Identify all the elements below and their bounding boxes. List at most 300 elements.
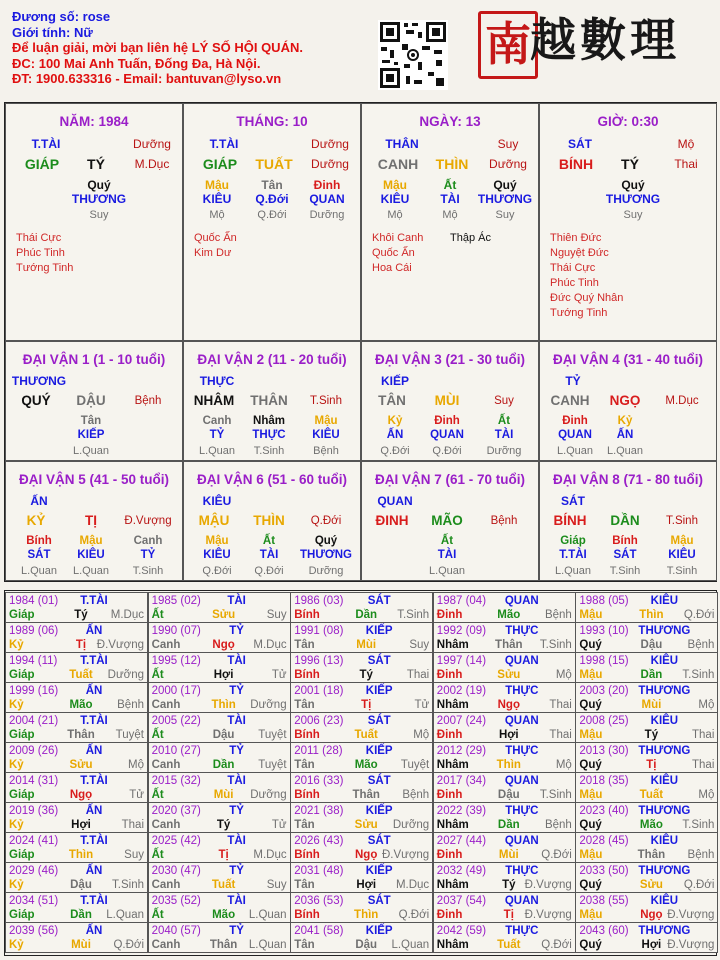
annual-cell: [433, 892, 576, 923]
annual-ten-god: KIÊU: [650, 595, 679, 607]
annual-ten-god: TÀI: [227, 595, 246, 607]
annual-stem: Tân: [294, 759, 315, 771]
annual-ten-god: KIẾP: [365, 805, 393, 817]
annual-stage: T.Sinh: [539, 639, 572, 651]
pillar-heavenly-stem: BÍNH: [558, 156, 594, 172]
luck-hidden-qual: Q.Đới: [202, 565, 232, 577]
pillars-and-luck-grid: [4, 102, 717, 582]
annual-cell: [433, 832, 576, 863]
annual-cell: [290, 832, 433, 863]
pillar-stage: Dưỡng: [311, 137, 349, 151]
hidden-stem: Quý: [493, 178, 517, 192]
annual-branch: Tị: [503, 909, 514, 921]
annual-stage: Suy: [266, 879, 287, 891]
annual-stage: M.Dục: [395, 879, 430, 891]
pillar-stem-god: T.TÀI: [209, 137, 239, 151]
annual-cell: [5, 592, 148, 623]
annual-branch: Tị: [218, 849, 229, 861]
annual-year: 1991 (08): [294, 625, 344, 637]
annual-cell: [575, 622, 718, 653]
annual-ten-god: KIÊU: [650, 895, 679, 907]
annual-branch: Mão: [212, 909, 236, 921]
annual-stage: Dưỡng: [250, 789, 287, 801]
luck-hidden-qual: Bệnh: [313, 445, 339, 457]
annual-stem: Bính: [294, 909, 320, 921]
owner-name: Đương số: rose: [12, 9, 111, 24]
annual-stage: Thai: [549, 729, 572, 741]
annual-year: 2019 (36): [9, 805, 59, 817]
annual-ten-god: KIẾP: [365, 925, 393, 937]
annual-branch: Tị: [75, 639, 87, 651]
hidden-stage: Mộ: [442, 209, 458, 221]
contact-invite: Để luận giải, mời bạn liên hệ LÝ SỐ HỘI QUÁN.: [12, 40, 303, 55]
luck-hidden-stem: Đinh: [434, 415, 460, 427]
hidden-ten-god: QUAN: [309, 192, 345, 206]
luck-hidden-stem: Bính: [612, 535, 638, 547]
annual-stage: Tử: [129, 789, 144, 801]
annual-ten-god: KIẾP: [365, 865, 393, 877]
annual-branch: Mùi: [498, 849, 519, 861]
annual-stage: L.Quan: [106, 909, 144, 921]
annual-ten-god: TỶ: [229, 745, 244, 757]
annual-year: 2013 (30): [579, 745, 629, 757]
annual-ten-god: SÁT: [367, 835, 391, 847]
annual-stage: Bệnh: [544, 819, 572, 831]
luck-stem: ĐINH: [375, 513, 409, 528]
hidden-stage: Suy: [495, 209, 515, 221]
luck-hidden-god: TÀI: [259, 549, 279, 561]
hidden-stem: Ất: [443, 178, 457, 192]
annual-stem: Nhâm: [436, 639, 469, 651]
annual-stem: Kỷ: [9, 759, 24, 771]
annual-ten-god: TỶ: [229, 625, 244, 637]
annual-cell: [575, 712, 718, 743]
annual-cell: [575, 802, 718, 833]
annual-stem: Nhâm: [436, 819, 469, 831]
star-label: Thiên Đức: [550, 232, 602, 244]
annual-cell: [5, 652, 148, 683]
annual-cell: [290, 652, 433, 683]
luck-hidden-stem: Ất: [262, 535, 276, 547]
luck-hidden-qual: T.Sinh: [132, 565, 164, 577]
annual-branch: Sửu: [497, 669, 521, 681]
annual-stage: T.Sinh: [539, 789, 572, 801]
annual-branch: Sửu: [639, 879, 663, 891]
annual-ten-god: TÀI: [227, 775, 246, 787]
annual-cell: [433, 592, 576, 623]
luck-hidden-qual: Dưỡng: [486, 445, 522, 457]
luck-stage: Đ.Vượng: [124, 515, 172, 527]
luck-panel: [539, 341, 717, 461]
annual-stage: M.Dục: [253, 639, 287, 651]
annual-branch: Dậu: [70, 879, 92, 891]
annual-branch: Sửu: [212, 609, 236, 621]
annual-stage: Mộ: [698, 699, 715, 711]
pillar-stage: Mộ: [677, 137, 695, 151]
luck-ten-god: ẤN: [30, 494, 48, 508]
hidden-stage: Dưỡng: [309, 209, 345, 221]
luck-panel: [5, 461, 183, 581]
luck-hidden-stem: Mậu: [314, 415, 338, 427]
annual-stem: Kỷ: [9, 699, 24, 711]
luck-title: ĐẠI VẬN 4 (31 - 40 tuổi): [552, 352, 704, 367]
annual-year: 2020 (37): [151, 805, 201, 817]
annual-branch: Ngọ: [69, 789, 93, 801]
annual-stage: Tử: [271, 669, 287, 681]
annual-stage: Tuyệt: [115, 729, 144, 741]
star-label: Quốc Ấn: [194, 232, 237, 244]
luck-panel: [183, 461, 361, 581]
annual-stem: Quý: [579, 699, 602, 711]
luck-panel: [361, 341, 539, 461]
annual-stage: Bệnh: [117, 699, 144, 711]
annual-branch: Mùi: [213, 789, 234, 801]
annual-cell: [148, 652, 291, 683]
annual-year: 2021 (38): [294, 805, 344, 817]
pillar-shensha: Thai: [674, 157, 698, 171]
luck-ten-god: SÁT: [561, 494, 585, 508]
luck-hidden-god: TỶ: [140, 549, 156, 561]
annual-stage: Q.Đới: [541, 939, 572, 951]
annual-ten-god: QUAN: [504, 835, 539, 847]
annual-stage: Bệnh: [402, 789, 430, 801]
annual-year: 1984 (01): [9, 595, 59, 607]
hidden-stage: Suy: [623, 209, 643, 221]
annual-year: 2038 (55): [579, 895, 629, 907]
annual-stage: L.Quan: [248, 909, 287, 921]
pillar-stem-god: THÂN: [385, 137, 419, 151]
annual-branch: Mùi: [641, 699, 662, 711]
luck-stage: Bệnh: [490, 515, 518, 527]
pillar-panel: [539, 103, 717, 341]
annual-branch: Ngọ: [497, 699, 520, 711]
annual-stage: Thai: [549, 699, 572, 711]
luck-hidden-god: TÀI: [437, 549, 457, 561]
luck-hidden-stem: Mậu: [205, 535, 229, 547]
hidden-ten-god: Q.Đới: [255, 192, 289, 206]
annual-stem: Bính: [294, 729, 320, 741]
luck-hidden-god: KIẾP: [77, 429, 105, 441]
annual-stem: Canh: [151, 819, 181, 831]
luck-hidden-god: QUAN: [558, 429, 592, 441]
annual-branch: Hợi: [498, 729, 519, 741]
annual-ten-god: QUAN: [504, 895, 539, 907]
luck-hidden-god: KIÊU: [77, 549, 105, 561]
annual-ten-god: KIÊU: [650, 835, 679, 847]
annual-stem: Canh: [151, 939, 181, 951]
annual-stem: Đinh: [436, 669, 463, 681]
luck-stem: MẬU: [198, 513, 230, 528]
annual-branch: Sửu: [69, 759, 93, 771]
pillar-title: NGÀY: 13: [419, 114, 481, 129]
annual-stage: Đ.Vượng: [524, 909, 572, 921]
luck-hidden-stem: Canh: [133, 535, 163, 547]
annual-stage: T.Sinh: [397, 609, 430, 621]
annual-year: 1992 (09): [436, 625, 487, 637]
annual-ten-god: THƯƠNG: [638, 865, 691, 877]
luck-ten-god: KIÊU: [202, 494, 232, 508]
annual-stage: Đ.Vượng: [524, 879, 572, 891]
annual-ten-god: SÁT: [367, 895, 391, 907]
star-label: Hoa Cái: [372, 262, 412, 274]
annual-cell: [290, 682, 433, 713]
luck-hidden-qual: T.Sinh: [609, 565, 641, 577]
annual-stage: Bệnh: [544, 609, 572, 621]
luck-stem: NHÂM: [193, 393, 235, 408]
annual-year: 2034 (51): [9, 895, 59, 907]
annual-stem: Mậu: [579, 669, 603, 681]
luck-stage: M.Dục: [665, 395, 699, 407]
annual-branch: Mão: [354, 759, 378, 771]
annual-branch: Dậu: [212, 729, 235, 741]
annual-ten-god: TỶ: [229, 685, 244, 697]
annual-ten-god: T.TÀI: [80, 775, 108, 787]
annual-stem: Tân: [294, 819, 315, 831]
annual-cell: [5, 892, 148, 923]
annual-stem: Tân: [294, 639, 315, 651]
luck-title: ĐẠI VẬN 8 (71 - 80 tuổi): [552, 472, 704, 487]
annual-ten-god: THỰC: [505, 745, 539, 757]
annual-stem: Canh: [151, 699, 181, 711]
annual-stage: Đ.Vượng: [96, 639, 144, 651]
luck-hidden-god: QUAN: [430, 429, 464, 441]
luck-stem: QUÝ: [21, 393, 51, 408]
luck-hidden-qual: Q.Đới: [254, 565, 284, 577]
annual-stem: Ất: [151, 849, 164, 861]
annual-branch: Thân: [352, 789, 380, 801]
luck-hidden-stem: Ất: [440, 535, 454, 547]
luck-title: ĐẠI VẬN 3 (21 - 30 tuổi): [374, 352, 526, 367]
annual-stage: Suy: [266, 609, 287, 621]
annual-stem: Canh: [151, 879, 181, 891]
annual-year: 2023 (40): [579, 805, 629, 817]
luck-branch: THÌN: [253, 513, 285, 528]
hidden-ten-god: THƯƠNG: [605, 192, 661, 206]
contact-phone-email: ĐT: 1900.633316 - Email: bantuvan@lyso.vn: [12, 71, 282, 86]
annual-branch: Dần: [355, 609, 378, 621]
annual-ten-god: THƯƠNG: [638, 685, 691, 697]
annual-stage: Dưỡng: [392, 819, 430, 831]
hidden-stem: Mậu: [205, 178, 229, 192]
profile-header: [12, 9, 372, 87]
annual-stem: Nhâm: [436, 759, 469, 771]
annual-cell: [290, 712, 433, 743]
annual-ten-god: SÁT: [367, 715, 391, 727]
annual-stage: M.Dục: [110, 609, 144, 621]
annual-cell: [5, 712, 148, 743]
annual-stage: M.Dục: [253, 849, 287, 861]
annual-ten-god: T.TÀI: [80, 655, 108, 667]
annual-cell: [5, 772, 148, 803]
annual-year: 2007 (24): [436, 715, 487, 727]
annual-branch: Hợi: [71, 819, 91, 831]
pillar-title: GIỜ: 0:30: [597, 114, 659, 129]
annual-year: 1994 (11): [9, 655, 58, 667]
annual-ten-god: QUAN: [504, 595, 539, 607]
annual-stage: Thai: [692, 729, 715, 741]
pillar-panel: [361, 103, 539, 341]
annual-year: 2011 (28): [294, 745, 343, 757]
annual-year: 2018 (35): [579, 775, 629, 787]
annual-ten-god: ẤN: [85, 625, 103, 637]
annual-stage: L.Quan: [248, 939, 287, 951]
annual-cell: [290, 892, 433, 923]
hidden-stage: Mộ: [209, 209, 225, 221]
annual-branch: Sửu: [354, 819, 378, 831]
annual-stage: Đ.Vượng: [667, 939, 715, 951]
annual-year: 2000 (17): [151, 685, 201, 697]
annual-luck-table: [4, 590, 717, 956]
luck-hidden-stem: Mậu: [79, 535, 103, 547]
annual-ten-god: T.TÀI: [80, 595, 108, 607]
annual-stem: Đinh: [436, 789, 463, 801]
luck-hidden-qual: L.Quan: [72, 445, 110, 457]
annual-year: 2042 (59): [436, 925, 487, 937]
luck-hidden-qual: L.Quan: [606, 445, 644, 457]
luck-panel: [183, 341, 361, 461]
annual-branch: Dần: [70, 909, 92, 921]
annual-branch: Mão: [69, 699, 93, 711]
hidden-stem: Mậu: [383, 178, 407, 192]
luck-hidden-stem: Mậu: [670, 535, 694, 547]
annual-year: 1996 (13): [294, 655, 344, 667]
annual-ten-god: KIÊU: [650, 655, 679, 667]
annual-year: 1989 (06): [9, 625, 59, 637]
annual-stem: Tân: [294, 879, 315, 891]
annual-stem: Đinh: [436, 609, 463, 621]
luck-title: ĐẠI VẬN 6 (51 - 60 tuổi): [196, 472, 348, 487]
annual-stem: Nhâm: [436, 699, 469, 711]
annual-branch: Thân: [67, 729, 95, 741]
hidden-ten-god: KIÊU: [202, 192, 232, 206]
annual-year: 2035 (52): [151, 895, 201, 907]
star-label: Tướng Tinh: [550, 307, 608, 319]
annual-year: 2022 (39): [436, 805, 487, 817]
annual-branch: Dần: [212, 759, 235, 771]
luck-stem: KỶ: [26, 513, 46, 528]
luck-stage: Q.Đới: [310, 515, 342, 527]
annual-stage: T.Sinh: [682, 669, 715, 681]
luck-hidden-qual: L.Quan: [428, 565, 466, 577]
annual-stem: Ất: [151, 789, 164, 801]
annual-cell: [5, 922, 148, 953]
annual-stage: Tuyệt: [258, 729, 287, 741]
pillar-earthly-branch: TUẤT: [255, 156, 293, 172]
annual-cell: [5, 862, 148, 893]
annual-ten-god: THƯƠNG: [638, 745, 691, 757]
annual-ten-god: THỰC: [505, 685, 539, 697]
annual-stem: Ất: [151, 909, 164, 921]
annual-cell: [575, 922, 718, 953]
annual-stem: Nhâm: [436, 879, 469, 891]
annual-stage: L.Quan: [391, 939, 430, 951]
annual-branch: Ngọ: [355, 849, 378, 861]
annual-stage: Tử: [414, 699, 430, 711]
gender: Giới tính: Nữ: [12, 24, 93, 40]
annual-stem: Bính: [294, 669, 320, 681]
pillar-earthly-branch: THÌN: [435, 156, 469, 172]
luck-hidden-god: KIÊU: [312, 429, 340, 441]
annual-stem: Mậu: [579, 909, 603, 921]
annual-ten-god: THỰC: [505, 805, 539, 817]
annual-year: 2031 (48): [294, 865, 344, 877]
annual-stem: Ất: [151, 609, 164, 621]
annual-cell: [575, 772, 718, 803]
hidden-ten-god: TÀI: [440, 192, 460, 206]
luck-branch: TỊ: [85, 513, 97, 528]
annual-branch: Tuất: [354, 729, 378, 741]
annual-stem: Mậu: [579, 729, 603, 741]
annual-year: 1998 (15): [579, 655, 629, 667]
pillar-earthly-branch: TÝ: [621, 156, 639, 172]
annual-branch: Mão: [639, 819, 663, 831]
annual-branch: Thìn: [496, 759, 521, 771]
luck-hidden-god: SÁT: [613, 549, 637, 561]
luck-hidden-stem: Bính: [26, 535, 52, 547]
hidden-stage: Mộ: [387, 209, 403, 221]
annual-stage: Bệnh: [687, 849, 715, 861]
annual-stem: Quý: [579, 879, 602, 891]
annual-branch: Tý: [74, 609, 88, 621]
annual-stem: Mậu: [579, 609, 603, 621]
annual-cell: [433, 652, 576, 683]
pillar-panel: [183, 103, 361, 341]
annual-cell: [5, 682, 148, 713]
annual-branch: Ngọ: [212, 639, 235, 651]
annual-stem: Mậu: [579, 849, 603, 861]
annual-cell: [148, 742, 291, 773]
annual-branch: Hợi: [356, 879, 377, 891]
luck-stage: T.Sinh: [666, 515, 698, 527]
pillar-shensha: Dưỡng: [311, 157, 349, 171]
annual-ten-god: THƯƠNG: [638, 805, 691, 817]
star-label: Tướng Tinh: [16, 262, 74, 274]
annual-cell: [5, 832, 148, 863]
annual-year: 2041 (58): [294, 925, 344, 937]
annual-cell: [290, 592, 433, 623]
annual-year: 2026 (43): [294, 835, 344, 847]
annual-ten-god: KIÊU: [650, 775, 679, 787]
annual-branch: Thìn: [354, 909, 379, 921]
annual-year: 2024 (41): [9, 835, 59, 847]
luck-hidden-qual: T.Sinh: [253, 445, 285, 457]
annual-branch: Mùi: [356, 639, 377, 651]
annual-cell: [575, 652, 718, 683]
annual-branch: Tý: [644, 729, 659, 741]
annual-cell: [5, 742, 148, 773]
annual-stage: T.Sinh: [682, 819, 715, 831]
annual-year: 2043 (60): [579, 925, 629, 937]
annual-stage: Q.Đới: [113, 939, 144, 951]
annual-stage: Mộ: [128, 759, 144, 771]
annual-year: 2027 (44): [436, 835, 487, 847]
annual-branch: Thân: [637, 849, 666, 861]
annual-ten-god: TỶ: [229, 865, 244, 877]
luck-hidden-god: SÁT: [27, 549, 51, 561]
annual-stem: Bính: [294, 849, 320, 861]
annual-ten-god: T.TÀI: [80, 835, 108, 847]
star-label: Phúc Tinh: [16, 247, 65, 259]
pillar-heavenly-stem: GIÁP: [24, 156, 60, 172]
luck-hidden-qual: L.Quan: [556, 445, 594, 457]
annual-stage: Q.Đới: [398, 909, 430, 921]
star-label: Khôi Canh: [372, 232, 424, 244]
annual-branch: Tị: [646, 759, 657, 771]
annual-stage: Dưỡng: [107, 669, 144, 681]
star-label: Thái Cực: [550, 262, 596, 274]
annual-year: 2040 (57): [151, 925, 201, 937]
annual-ten-god: THƯƠNG: [638, 625, 691, 637]
